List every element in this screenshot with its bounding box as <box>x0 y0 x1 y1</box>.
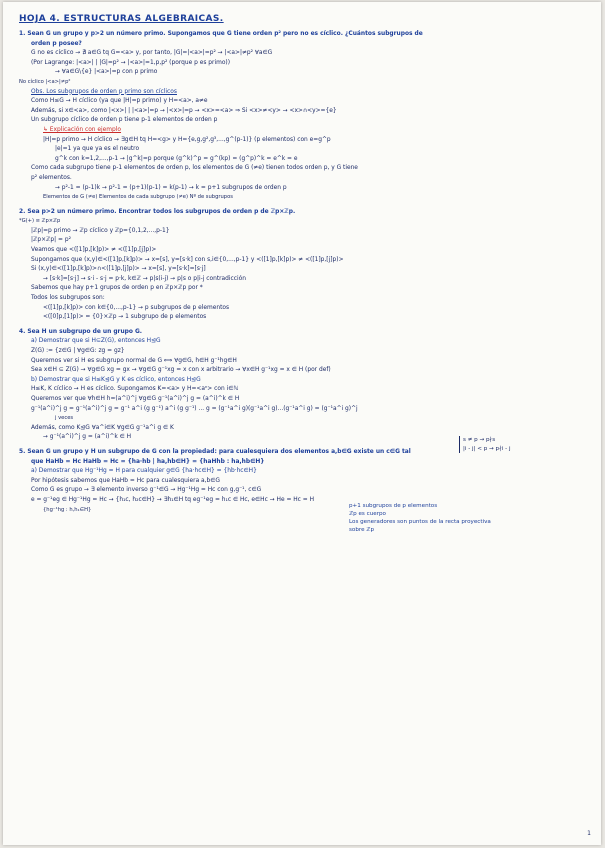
note-line: Si (x,y)∈<([1]p,[k]p)>∩<([1]p,[j]p)> → x=[s], y=[s·k]=[s·j] <box>31 266 206 273</box>
note-line: Por hipótesis sabemos que HaHb = Hc para cualesquiera a,b∈G <box>31 477 220 484</box>
note-line: Como H≤G → H cíclico (ya que |H|=p primo) y H=<a>, a≠e <box>31 98 208 105</box>
note-line: → ∀a∈G\{e} |<a>|=p con p primo <box>55 69 158 76</box>
note-line: (Por Lagrange: |<a>| | |G|=p² → |<a>|=1,p,p² (porque p es primo)) <box>31 59 231 66</box>
note-line: {hg⁻¹hg : h,h₁∈H} <box>43 506 92 513</box>
note-line: a) Demostrar que Hg⁻¹Hg = H para cualquier g∈G {ha·hc∈H} = {hb·hc∈H} <box>31 468 257 475</box>
note-line: <([0]p,[1]p)> = {0}×ℤp → 1 subgrupo de p elementos <box>43 314 207 321</box>
note-line: H≤K, K cíclico → H es cíclico. Supongamos K=<a> y H=<aⁿ> con i∈ℕ <box>31 386 239 393</box>
note-line: |H|=p primo → H cíclico → ∃g∈H tq H=<g> y H={e,g,g²,g³,...,g^(p-1)} (p elementos) con e=g^p <box>43 136 331 143</box>
note-line: *G(+) ≅ ℤp×ℤp <box>19 218 61 225</box>
note-line: e = g⁻¹eg ∈ Hg⁻¹Hg = Hc → {h₁c, h₂c∈H} → ∃h₁∈H tq eg⁻¹eg = h₁c ∈ Hc, e∈Hc → He = Hc = H <box>31 496 315 503</box>
summary-line: p+1 subgrupos de p elementos <box>349 503 438 509</box>
note-line: → g⁻¹(a^i)^j g = (a^i)^k ∈ H <box>43 434 132 441</box>
note-line: G no es cíclico → ∄ a∈G tq G=<a> y, por tanto, |G|=|<a>|=p² → |<a>|≠p² ∀a∈G <box>31 50 273 57</box>
note-line: Como cada subgrupo tiene p-1 elementos de orden p, los elementos de G (≠e) tienen todos orden p, y G tiene <box>31 165 358 172</box>
note-line: j veces <box>55 415 74 422</box>
note-line: ↳ Explicación con ejemplo <box>43 126 122 133</box>
note-line: Supongamos que (x,y)∈<([1]p,[k]p)> → x=[s], y=[s·k] con s,i∈{0,...,p-1} y <([1]p,[k]p)> ≠ <([1]p,[j]p)> <box>31 256 344 263</box>
note-line: Sea x∈H ⊆ Z(G) → ∀g∈G xg = gx → ∀g∈G g⁻¹xg = x con x arbitrario → ∀x∈H g⁻¹xg = x ∈ H (por def) <box>31 367 331 374</box>
summary-line: sobre ℤp <box>349 527 374 533</box>
note-line: → p²-1 = (p-1)k → p²-1 = (p+1)(p-1) = k(p-1) → k = p+1 subgrupos de orden p <box>55 184 287 191</box>
note-line: |ℤp|=p primo → ℤp cíclico y ℤp={0,1,2,...,p-1} <box>31 227 170 234</box>
note-line: <([1]p,[k]p)> con k∈{0,...,p-1} → p subgrupos de p elementos <box>43 304 230 311</box>
brace-line: s ≠ p → p∤s <box>463 437 496 443</box>
note-line: p² elementos. <box>31 174 72 181</box>
summary-line: ℤp es cuerpo <box>349 511 386 517</box>
note-line: 4. Sea H un subgrupo de un grupo G. <box>19 328 143 335</box>
note-line: Como G es grupo → ∃ elemento inverso g⁻¹∈G → Hg⁻¹Hg = Hc con g,g⁻¹, c∈G <box>31 487 262 494</box>
note-line: No cíclico |<a>|≠p² <box>19 78 71 85</box>
note-line: Queremos ver si H es subgrupo normal de G ⟺ ∀g∈G, h∈H g⁻¹hg∈H <box>31 357 237 364</box>
subgroups-summary <box>349 502 491 534</box>
brace-line: |i - j| < p → p∤i - j <box>463 445 511 452</box>
notebook-page <box>3 2 601 845</box>
note-line: Todos los subgrupos son: <box>31 295 105 302</box>
note-line: |ℤp×ℤp| = p² <box>31 237 71 244</box>
note-line: 5. Sean G un grupo y H un subgrupo de G con la propiedad: para cualesquiera dos elementos a,b∈G existe un c∈G tal <box>19 448 411 455</box>
note-line: orden p posee? <box>31 40 82 47</box>
note-line: |e|=1 ya que ya es el neutro <box>55 146 140 153</box>
contradiction-note <box>459 436 511 453</box>
note-line: Veamos que <([1]p,[k]p)> ≠ <([1]p,[j]p)> <box>31 247 157 254</box>
note-line: 2. Sea p>2 un número primo. Encontrar todos los subgrupos de orden p de ℤp×ℤp. <box>19 208 296 215</box>
note-line: Además, si x∈<a>, como |<x>| | |<a>|=p → |<x>|=p → <x>=<a> ⇒ Si <x>≠<y> → <x>∩<y>={e} <box>31 107 337 114</box>
note-line: que HaHb = Hc HaHb = Hc = {ha·hb | ha,hb∈H} = {haHhb : ha,hb∈H} <box>31 458 265 465</box>
note-line: Z(G) := {z∈G | ∀g∈G: zg = gz} <box>31 348 125 354</box>
note-line: → [s·k]=[s·j] → s·i - s·j = p·k, k∈ℤ → p|s(i-j) → p|s o p|i-j contradicción <box>43 275 246 282</box>
page-number: 1 <box>587 830 591 837</box>
note-line: g^k con k=1,2,...,p-1 → |g^k|=p porque (g^k)^p = g^(kp) = (g^p)^k = e^k = e <box>55 155 298 162</box>
note-line: Obs. Los subgrupos de orden p primo son cíclicos <box>31 88 177 95</box>
sheet-title: HOJA 4. ESTRUCTURAS ALGEBRAICAS. <box>19 14 224 24</box>
note-line: Sabemos que hay p+1 grupos de orden p en ℤp×ℤp por * <box>31 285 203 292</box>
note-line: Un subgrupo cíclico de orden p tiene p-1 elementos de orden p <box>31 117 218 124</box>
note-line: a) Demostrar que si H⊆Z(G), entonces H⊴G <box>31 338 161 345</box>
note-line: Además, como K⊴G ∀a^i∈K ∀g∈G g⁻¹a^i g ∈ K <box>31 424 174 431</box>
note-line: Queremos ver que ∀h∈H h=(a^i)^j ∀g∈G g⁻¹(a^i)^j g = (a^i)^k ∈ H <box>31 395 240 402</box>
note-line: g⁻¹(a^i)^j g = g⁻¹(a^i)^j g = g⁻¹ a^i (g g⁻¹) a^i (g g⁻¹) ... g = (g⁻¹a^i g)(g⁻¹a^i g)...(g⁻¹a^i g) = (g⁻¹a^i g)^j <box>31 405 358 412</box>
note-line: 1. Sean G un grupo y p>2 un número primo. Supongamos que G tiene orden p² pero no es cíclico. ¿Cuántos subgrupos de <box>19 31 423 37</box>
note-line: b) Demostrar que si H≤K⊴G y K es cíclico, entonces H⊴G <box>31 376 201 383</box>
summary-line: Los generadores son puntos de la recta proyectiva <box>349 519 491 525</box>
note-line: Elementos de G (≠e) Elementos de cada subgrupo (≠e) Nº de subgrupos <box>43 194 233 201</box>
